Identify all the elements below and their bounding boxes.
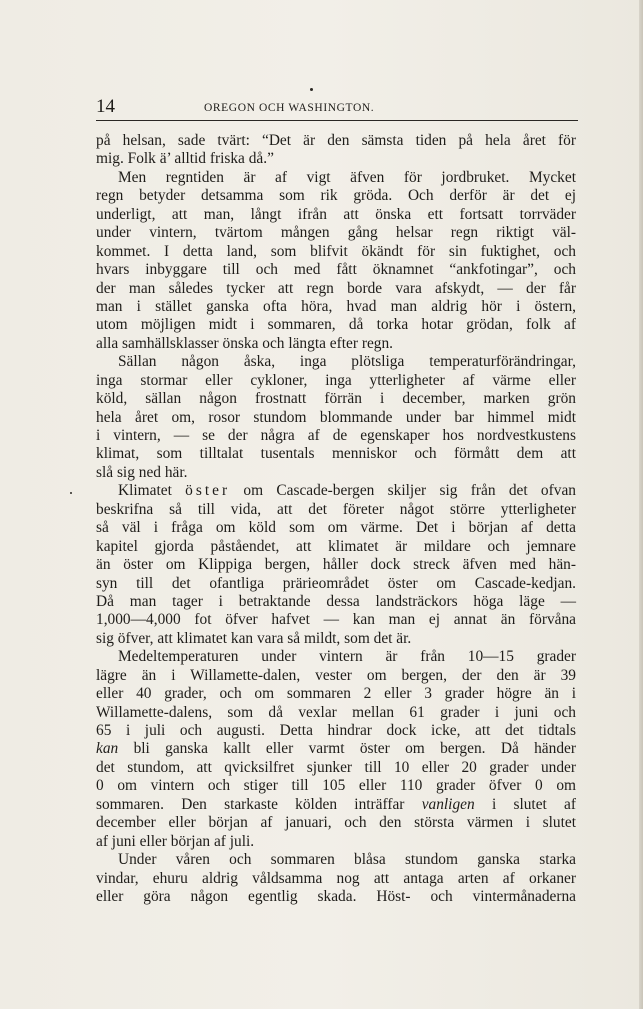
text-line: Då man tager i betraktande dessa landsträckors höga läge — — [96, 592, 576, 610]
text-line: alla samhällsklasser önska och längta efter regn. — [96, 334, 394, 352]
text-line — [96, 482, 576, 500]
text-line: Men regntiden är af vigt äfven för jordbruket. Mycket — [118, 168, 576, 186]
text-line: på helsan, sade tvärt: “Det är den sämsta tiden på hela året för — [96, 132, 576, 149]
page-header — [96, 96, 576, 118]
text-line: lägre än i Willamette-dalen, vester om bergen, der den är 39 — [96, 666, 576, 684]
emphasis-spaced-word: öster — [185, 482, 231, 500]
text-line: mig. Folk ä’ alltid friska då.” — [96, 150, 274, 168]
text-line: under vintern, tvärtom mången gång helsar regn riktigt väl- — [96, 224, 576, 242]
text-line: der man således tycker att regn borde vara afskydt, — der får — [96, 279, 576, 297]
text-span: sommaren. Den starkaste kölden inträffar — [96, 795, 405, 813]
text-line: 65 i juli och augusti. Detta hindrar dock icke, att det tidtals — [96, 722, 576, 739]
text-line: det stundom, att qvicksilfret sjunker till 10 eller 20 grader under — [96, 758, 576, 776]
text-line — [96, 796, 576, 814]
text-line: Under våren och sommaren blåsa stundom ganska starka — [118, 851, 576, 869]
text-span: om Cascade-bergen skiljer sig från det ofvan — [243, 482, 576, 500]
ink-speck — [70, 492, 72, 494]
body-text — [96, 132, 576, 906]
text-line: än öster om Klippiga bergen, håller dock streck äfven med hän- — [96, 556, 576, 574]
page-number: 14 — [96, 96, 115, 117]
text-line: man i stället ganska ofta höra, hvad man aldrig hör i östern, — [96, 297, 576, 315]
text-line: eller 40 grader, och om sommaren 2 eller 3 grader högre än i — [96, 685, 576, 703]
text-line: 0 om vintern och stiger till 105 eller 110 grader öfver 0 om — [96, 777, 576, 795]
text-line: kommet. I detta land, som blifvit ökändt för sin fuktighet, och — [96, 242, 576, 260]
page-edge-shadow — [639, 0, 643, 1009]
text-line: Willamette-dalens, som då vexlar mellan 61 grader i juni och — [96, 703, 576, 721]
text-span: Klimatet — [118, 482, 172, 500]
text-line: så väl i fråga om köld som om värme. Det i början af detta — [96, 519, 576, 537]
text-line: hvars inbyggare till och med fått öknamnet “ankfotingar”, och — [96, 261, 576, 279]
text-line: underligt, att man, långt ifrån att önska ett fortsatt torrväder — [96, 205, 576, 223]
text-line — [96, 740, 576, 758]
text-line: klimat, som tilltalat tusentals menniskor och förmått dem att — [96, 445, 576, 463]
text-line: beskrifna så till vida, att det företer något större ytterligheter — [96, 500, 576, 518]
text-line: hela året om, rosor stundom blommande under bar himmel midt — [96, 408, 576, 426]
text-line: köld, sällan någon frostnatt förrän i december, marken grön — [96, 390, 576, 408]
emphasis-italic-word: kan — [96, 740, 119, 758]
text-line: eller göra någon egentlig skada. Höst- och vintermånaderna — [96, 887, 576, 905]
header-rule — [96, 120, 578, 121]
text-line: sig öfver, att klimatet kan vara så mildt, som det är. — [96, 629, 412, 647]
emphasis-italic-word: vanligen — [421, 795, 475, 813]
text-line: december eller början af januari, och den största värmen i slutet — [96, 814, 576, 832]
text-line: i vintern, — se der några af de egenskaper hos nordvestkustens — [96, 427, 576, 444]
text-line: inga stormar eller cykloner, inga ytterligheter af värme eller — [96, 371, 576, 389]
text-line: Medeltemperaturen under vintern är från 10—15 grader — [118, 648, 576, 666]
text-line: af juni eller början af juli. — [96, 832, 255, 850]
text-span: bli ganska kallt eller varmt öster om bergen. Då händer — [133, 740, 576, 758]
running-head: OREGON OCH WASHINGTON. — [204, 102, 375, 114]
text-line: utom möjligen midt i sommaren, då torka hotar grödan, folk af — [96, 316, 576, 334]
text-line: Sällan någon åska, inga plötsliga temperaturförändringar, — [118, 353, 576, 371]
text-line: 1,000—4,000 fot öfver hafvet — kan man ej annat än förvåna — [96, 611, 576, 629]
ink-speck — [310, 88, 313, 91]
text-line: slå sig ned här. — [96, 463, 188, 481]
text-line: syn till det ofantliga prärieområdet öster om Cascade-kedjan. — [96, 574, 576, 592]
text-line: vindar, ehuru aldrig våldsamma nog att antaga arten af orkaner — [96, 869, 576, 887]
text-span: i slutet af — [491, 795, 576, 813]
text-line: kapitel gjorda påståendet, att klimatet är mildare och jemnare — [96, 537, 576, 555]
text-line: regn betyder detsamma som rik gröda. Och derför är det ej — [96, 187, 576, 205]
